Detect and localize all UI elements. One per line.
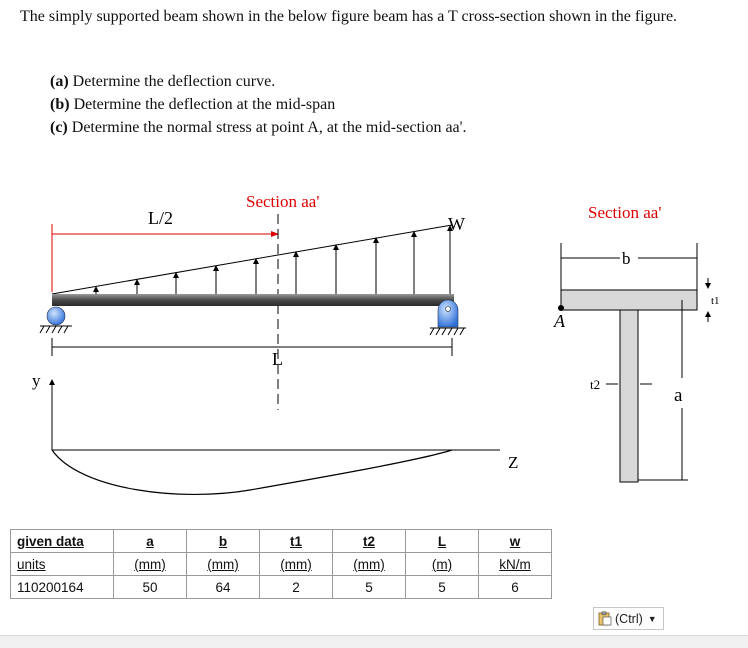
value-cell: 2 bbox=[260, 576, 333, 599]
unit-cell: (mm) bbox=[114, 553, 187, 576]
paste-options-button[interactable] bbox=[593, 607, 664, 630]
unit-cell: (mm) bbox=[333, 553, 406, 576]
bottom-scroll-area bbox=[0, 635, 748, 648]
paste-options-label: (Ctrl) bbox=[615, 611, 643, 626]
cross-section-title: Section aa' bbox=[588, 203, 662, 222]
half-span-label: L/2 bbox=[148, 208, 173, 228]
chevron-down-icon: ▼ bbox=[647, 613, 657, 624]
part-b: (b) Determine the deflection at the mid-span bbox=[50, 96, 336, 113]
pin-support bbox=[47, 307, 65, 325]
unit-cell: (mm) bbox=[187, 553, 260, 576]
distributed-load-arrows bbox=[96, 226, 450, 294]
col-header: L bbox=[406, 530, 479, 553]
unit-cell: (mm) bbox=[260, 553, 333, 576]
load-label: W bbox=[448, 214, 465, 234]
unit-cell: (m) bbox=[406, 553, 479, 576]
value-cell: 5 bbox=[406, 576, 479, 599]
value-cell: 50 bbox=[114, 576, 187, 599]
t-flange bbox=[561, 290, 697, 310]
section-label: Section aa' bbox=[246, 192, 320, 211]
a-label: a bbox=[674, 385, 683, 406]
y-axis-label: y bbox=[32, 371, 41, 390]
table-row bbox=[11, 576, 552, 599]
table-row bbox=[11, 553, 552, 576]
given-data-header: given data bbox=[11, 530, 114, 553]
value-cell: 6 bbox=[479, 576, 552, 599]
col-header: w bbox=[479, 530, 552, 553]
part-c: (c) Determine the normal stress at point A, at the mid-section aa'. bbox=[50, 119, 467, 136]
point-a-label: A bbox=[554, 311, 565, 331]
part-a: (a) Determine the deflection curve. bbox=[50, 73, 276, 90]
unit-cell: kN/m bbox=[479, 553, 552, 576]
t2-label: t2 bbox=[590, 377, 601, 392]
roller-support bbox=[438, 300, 458, 327]
table-row bbox=[11, 530, 552, 553]
problem-intro: The simply supported beam shown in the below figure beam has a T cross-section shown in the figure. bbox=[20, 8, 678, 25]
student-id: 110200164 bbox=[11, 576, 114, 599]
beam bbox=[52, 294, 454, 306]
given-data-table bbox=[10, 529, 552, 599]
t-web bbox=[620, 310, 638, 482]
span-label: L bbox=[272, 349, 283, 369]
deflection-curve bbox=[52, 450, 452, 494]
units-label: units bbox=[11, 553, 114, 576]
b-label: b bbox=[622, 249, 631, 268]
z-axis-label: Z bbox=[508, 453, 519, 472]
t1-label: t1 bbox=[711, 295, 720, 307]
value-cell: 64 bbox=[187, 576, 260, 599]
col-header: t1 bbox=[260, 530, 333, 553]
col-header: b bbox=[187, 530, 260, 553]
col-header: a bbox=[114, 530, 187, 553]
value-cell: 5 bbox=[333, 576, 406, 599]
clipboard-icon bbox=[598, 611, 612, 626]
col-header: t2 bbox=[333, 530, 406, 553]
